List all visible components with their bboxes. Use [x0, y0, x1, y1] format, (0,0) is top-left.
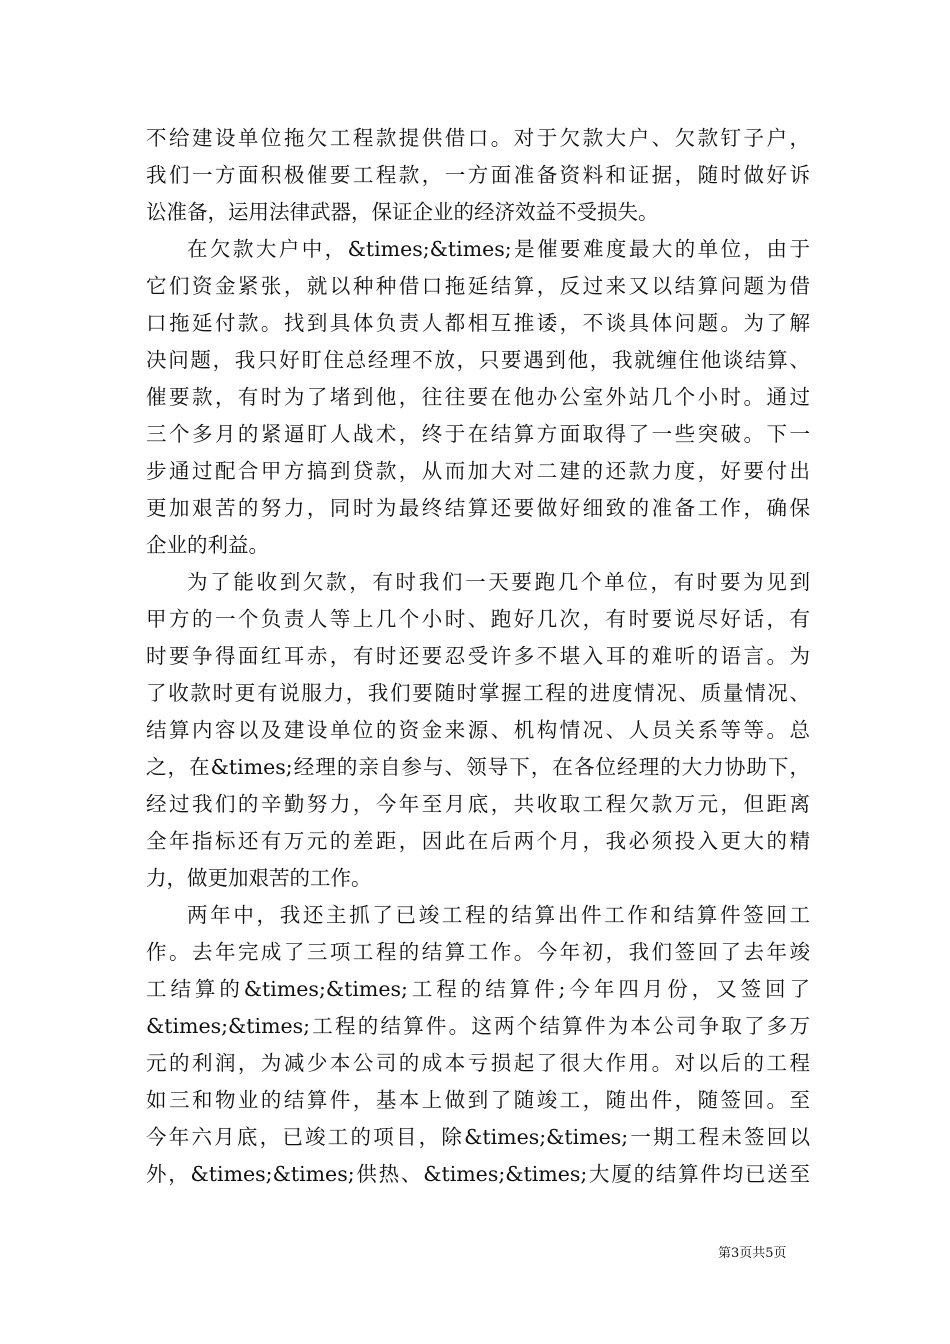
text-line: 时要争得面红耳赤，有时还要忍受许多不堪入耳的难听的语言。为: [146, 644, 810, 668]
paragraph-first-line: 为了能收到欠款，有时我们一天要跑几个单位，有时要为见到: [187, 570, 810, 594]
text-line: 工结算的&times;&times;工程的结算件;今年四月份，又签回了: [146, 977, 810, 1001]
text-line: 我们一方面积极催要工程款，一方面准备资料和证据，随时做好诉: [146, 163, 810, 187]
text-line: 元的利润，为减少本公司的成本亏损起了很大作用。对以后的工程: [146, 1051, 810, 1075]
paragraph-first-line: 两年中，我还主抓了已竣工程的结算出件工作和结算件签回工: [187, 903, 810, 927]
text-line: 步通过配合甲方搞到贷款，从而加大对二建的还款力度，好要付出: [146, 459, 810, 483]
text-line: 今年六月底，已竣工的项目，除&times;&times;一期工程未签回以: [146, 1125, 810, 1149]
text-line: 不给建设单位拖欠工程款提供借口。对于欠款大户、欠款钉子户，: [146, 126, 810, 150]
text-line: 力，做更加艰苦的工作。: [146, 866, 372, 890]
text-line: 之，在&times;经理的亲自参与、领导下，在各位经理的大力协助下，: [146, 755, 810, 779]
text-line: 口拖延付款。找到具体负责人都相互推诿，不谈具体问题。为了解: [146, 311, 810, 335]
text-line: 企业的利益。: [146, 533, 269, 557]
text-line: 如三和物业的结算件，基本上做到了随竣工，随出件，随签回。至: [146, 1088, 810, 1112]
page-number: 第3页共5页: [718, 1246, 787, 1261]
text-line: 决问题，我只好盯住总经理不放，只要遇到他，我就缠住他谈结算、: [146, 348, 810, 372]
paragraph-first-line: 在欠款大户中，&times;&times;是催要难度最大的单位，由于: [187, 237, 810, 261]
text-line: 它们资金紧张，就以种种借口拖延结算，反过来又以结算问题为借: [146, 274, 810, 298]
text-line: 甲方的一个负责人等上几个小时、跑好几次，有时要说尽好话，有: [146, 607, 810, 631]
text-line: 了收款时更有说服力，我们要随时掌握工程的进度情况、质量情况、: [146, 681, 810, 705]
text-line: 结算内容以及建设单位的资金来源、机构情况、人员关系等等。总: [146, 718, 810, 742]
text-line: 催要款，有时为了堵到他，往往要在他办公室外站几个小时。通过: [146, 385, 810, 409]
text-line: 作。去年完成了三项工程的结算工作。今年初，我们签回了去年竣: [146, 940, 810, 964]
text-line: 经过我们的辛勤努力，今年至月底，共收取工程欠款万元，但距离: [146, 792, 810, 816]
text-line: 三个多月的紧逼盯人战术，终于在结算方面取得了一些突破。下一: [146, 422, 810, 446]
text-line: &times;&times;工程的结算件。这两个结算件为本公司争取了多万: [146, 1014, 810, 1038]
text-line: 全年指标还有万元的差距，因此在后两个月，我必须投入更大的精: [146, 829, 810, 853]
text-line: 讼准备，运用法律武器，保证企业的经济效益不受损失。: [146, 200, 659, 224]
document-body: [146, 120, 810, 1193]
text-line: 外，&times;&times;供热、&times;&times;大厦的结算件均已送至: [146, 1162, 810, 1186]
text-line: 更加艰苦的努力，同时为最终结算还要做好细致的准备工作，确保: [146, 496, 810, 520]
